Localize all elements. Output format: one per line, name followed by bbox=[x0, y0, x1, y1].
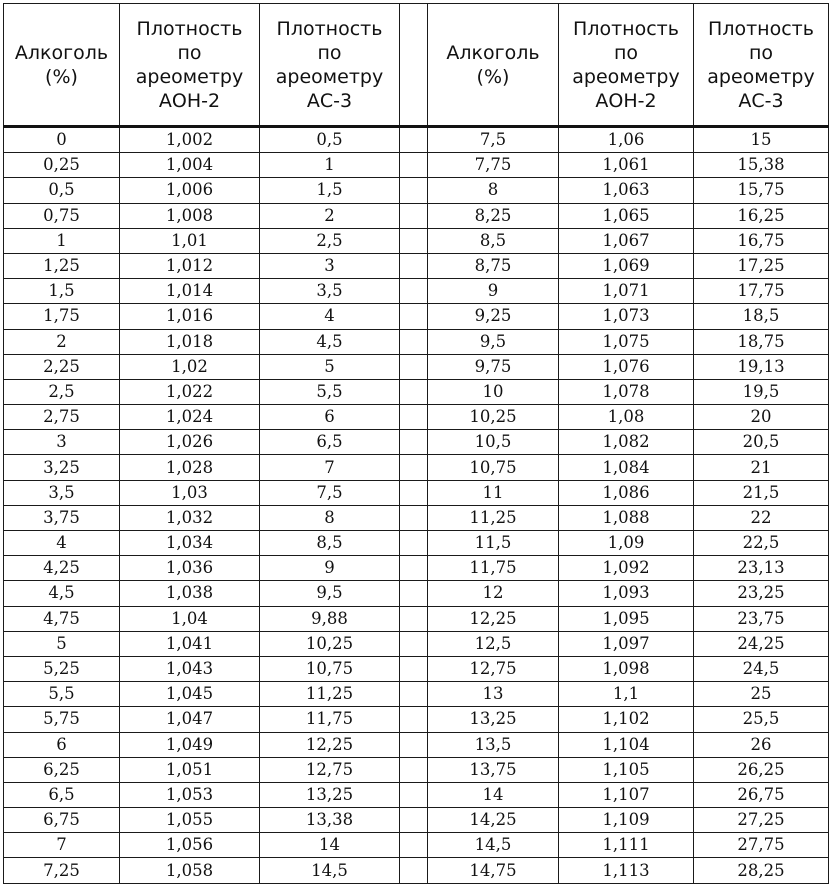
right-ac3-density-cell: 21 bbox=[694, 455, 829, 480]
table-row bbox=[4, 455, 829, 480]
right-aon2-density-cell: 1,098 bbox=[559, 656, 694, 681]
right-ac3-density-cell: 17,25 bbox=[694, 253, 829, 278]
column-spacer bbox=[400, 405, 428, 430]
table-row bbox=[4, 581, 829, 606]
column-spacer bbox=[400, 354, 428, 379]
left-alcohol-cell: 0 bbox=[4, 127, 120, 153]
right-alcohol-cell: 7,5 bbox=[428, 127, 559, 153]
left-alcohol-cell: 4,25 bbox=[4, 556, 120, 581]
left-aon2-density-cell: 1,014 bbox=[120, 279, 260, 304]
alcohol-density-table bbox=[3, 3, 829, 884]
right-ac3-density-cell: 25 bbox=[694, 682, 829, 707]
right-aon2-density-cell: 1,061 bbox=[559, 153, 694, 178]
left-aon2-density-cell: 1,041 bbox=[120, 631, 260, 656]
right-alcohol-cell: 10,25 bbox=[428, 405, 559, 430]
right-alcohol-cell: 11,25 bbox=[428, 505, 559, 530]
left-alcohol-cell: 1,5 bbox=[4, 279, 120, 304]
left-alcohol-cell: 1,25 bbox=[4, 253, 120, 278]
column-spacer bbox=[400, 556, 428, 581]
left-aon2-density-cell: 1,022 bbox=[120, 379, 260, 404]
right-alcohol-cell: 10 bbox=[428, 379, 559, 404]
right-ac3-density-cell: 16,75 bbox=[694, 228, 829, 253]
right-ac3-density-cell: 22 bbox=[694, 505, 829, 530]
left-alcohol-cell: 5,5 bbox=[4, 682, 120, 707]
right-ac3-density-cell: 26,75 bbox=[694, 782, 829, 807]
left-ac3-density-cell: 11,75 bbox=[260, 707, 400, 732]
column-spacer bbox=[400, 505, 428, 530]
left-alcohol-cell: 3,5 bbox=[4, 480, 120, 505]
left-aon2-density-cell: 1,034 bbox=[120, 531, 260, 556]
left-ac3-density-cell: 0,5 bbox=[260, 127, 400, 153]
left-ac3-density-cell: 7 bbox=[260, 455, 400, 480]
left-aon2-density-cell: 1,004 bbox=[120, 153, 260, 178]
right-aon2-density-cell: 1,069 bbox=[559, 253, 694, 278]
left-ac3-density-cell: 3 bbox=[260, 253, 400, 278]
right-aon2-density-cell: 1,097 bbox=[559, 631, 694, 656]
right-alcohol-cell: 13,75 bbox=[428, 757, 559, 782]
right-alcohol-cell: 7,75 bbox=[428, 153, 559, 178]
right-ac3-density-cell: 19,13 bbox=[694, 354, 829, 379]
column-spacer bbox=[400, 379, 428, 404]
right-aon2-density-cell: 1,071 bbox=[559, 279, 694, 304]
table-row bbox=[4, 279, 829, 304]
right-aon2-density-cell: 1,086 bbox=[559, 480, 694, 505]
table-row bbox=[4, 757, 829, 782]
header-ac3-right: Плотность по ареометру АС-3 bbox=[694, 4, 829, 127]
left-ac3-density-cell: 4,5 bbox=[260, 329, 400, 354]
left-ac3-density-cell: 9 bbox=[260, 556, 400, 581]
left-ac3-density-cell: 11,25 bbox=[260, 682, 400, 707]
left-alcohol-cell: 7 bbox=[4, 833, 120, 858]
right-alcohol-cell: 14 bbox=[428, 782, 559, 807]
left-aon2-density-cell: 1,051 bbox=[120, 757, 260, 782]
column-spacer bbox=[400, 757, 428, 782]
left-alcohol-cell: 1,75 bbox=[4, 304, 120, 329]
left-aon2-density-cell: 1,026 bbox=[120, 430, 260, 455]
table-body bbox=[4, 127, 829, 884]
right-alcohol-cell: 9,25 bbox=[428, 304, 559, 329]
left-ac3-density-cell: 2 bbox=[260, 203, 400, 228]
left-aon2-density-cell: 1,04 bbox=[120, 606, 260, 631]
table-row bbox=[4, 203, 829, 228]
left-alcohol-cell: 5 bbox=[4, 631, 120, 656]
left-alcohol-cell: 4 bbox=[4, 531, 120, 556]
table-row bbox=[4, 329, 829, 354]
left-ac3-density-cell: 5 bbox=[260, 354, 400, 379]
column-spacer bbox=[400, 329, 428, 354]
left-alcohol-cell: 5,75 bbox=[4, 707, 120, 732]
left-ac3-density-cell: 3,5 bbox=[260, 279, 400, 304]
table-row bbox=[4, 556, 829, 581]
right-alcohol-cell: 8,75 bbox=[428, 253, 559, 278]
column-spacer bbox=[400, 430, 428, 455]
right-alcohol-cell: 12,75 bbox=[428, 656, 559, 681]
right-ac3-density-cell: 26 bbox=[694, 732, 829, 757]
right-alcohol-cell: 8,25 bbox=[428, 203, 559, 228]
right-ac3-density-cell: 27,25 bbox=[694, 808, 829, 833]
right-alcohol-cell: 8 bbox=[428, 178, 559, 203]
right-alcohol-cell: 10,75 bbox=[428, 455, 559, 480]
left-ac3-density-cell: 13,25 bbox=[260, 782, 400, 807]
left-alcohol-cell: 6,75 bbox=[4, 808, 120, 833]
left-ac3-density-cell: 12,75 bbox=[260, 757, 400, 782]
table-row bbox=[4, 228, 829, 253]
right-ac3-density-cell: 23,75 bbox=[694, 606, 829, 631]
left-ac3-density-cell: 2,5 bbox=[260, 228, 400, 253]
left-aon2-density-cell: 1,024 bbox=[120, 405, 260, 430]
right-aon2-density-cell: 1,084 bbox=[559, 455, 694, 480]
table-row bbox=[4, 606, 829, 631]
left-aon2-density-cell: 1,008 bbox=[120, 203, 260, 228]
right-ac3-density-cell: 20,5 bbox=[694, 430, 829, 455]
left-aon2-density-cell: 1,016 bbox=[120, 304, 260, 329]
left-aon2-density-cell: 1,038 bbox=[120, 581, 260, 606]
left-aon2-density-cell: 1,02 bbox=[120, 354, 260, 379]
left-alcohol-cell: 3 bbox=[4, 430, 120, 455]
left-aon2-density-cell: 1,01 bbox=[120, 228, 260, 253]
table-row bbox=[4, 782, 829, 807]
column-spacer bbox=[400, 253, 428, 278]
left-alcohol-cell: 3,75 bbox=[4, 505, 120, 530]
right-aon2-density-cell: 1,095 bbox=[559, 606, 694, 631]
left-ac3-density-cell: 12,25 bbox=[260, 732, 400, 757]
right-aon2-density-cell: 1,093 bbox=[559, 581, 694, 606]
left-aon2-density-cell: 1,03 bbox=[120, 480, 260, 505]
column-spacer bbox=[400, 4, 428, 127]
right-aon2-density-cell: 1,109 bbox=[559, 808, 694, 833]
left-alcohol-cell: 1 bbox=[4, 228, 120, 253]
left-alcohol-cell: 3,25 bbox=[4, 455, 120, 480]
right-aon2-density-cell: 1,075 bbox=[559, 329, 694, 354]
right-aon2-density-cell: 1,092 bbox=[559, 556, 694, 581]
right-alcohol-cell: 11 bbox=[428, 480, 559, 505]
left-ac3-density-cell: 6,5 bbox=[260, 430, 400, 455]
table-row bbox=[4, 732, 829, 757]
left-ac3-density-cell: 9,88 bbox=[260, 606, 400, 631]
right-ac3-density-cell: 20 bbox=[694, 405, 829, 430]
column-spacer bbox=[400, 732, 428, 757]
right-alcohol-cell: 12,25 bbox=[428, 606, 559, 631]
left-alcohol-cell: 2,5 bbox=[4, 379, 120, 404]
right-alcohol-cell: 8,5 bbox=[428, 228, 559, 253]
right-aon2-density-cell: 1,105 bbox=[559, 757, 694, 782]
column-spacer bbox=[400, 656, 428, 681]
column-spacer bbox=[400, 808, 428, 833]
left-aon2-density-cell: 1,047 bbox=[120, 707, 260, 732]
right-alcohol-cell: 12 bbox=[428, 581, 559, 606]
right-alcohol-cell: 9,75 bbox=[428, 354, 559, 379]
column-spacer bbox=[400, 304, 428, 329]
left-ac3-density-cell: 8 bbox=[260, 505, 400, 530]
table-row bbox=[4, 707, 829, 732]
left-ac3-density-cell: 1 bbox=[260, 153, 400, 178]
right-alcohol-cell: 9,5 bbox=[428, 329, 559, 354]
right-ac3-density-cell: 26,25 bbox=[694, 757, 829, 782]
left-alcohol-cell: 0,75 bbox=[4, 203, 120, 228]
table-row bbox=[4, 178, 829, 203]
column-spacer bbox=[400, 682, 428, 707]
left-ac3-density-cell: 10,75 bbox=[260, 656, 400, 681]
column-spacer bbox=[400, 531, 428, 556]
column-spacer bbox=[400, 858, 428, 883]
header-ac3-left: Плотность по ареометру АС-3 bbox=[260, 4, 400, 127]
table-row bbox=[4, 405, 829, 430]
left-alcohol-cell: 2,75 bbox=[4, 405, 120, 430]
header-alcohol-right: Алкоголь (%) bbox=[428, 4, 559, 127]
left-aon2-density-cell: 1,058 bbox=[120, 858, 260, 883]
right-ac3-density-cell: 19,5 bbox=[694, 379, 829, 404]
right-aon2-density-cell: 1,065 bbox=[559, 203, 694, 228]
left-ac3-density-cell: 4 bbox=[260, 304, 400, 329]
left-aon2-density-cell: 1,055 bbox=[120, 808, 260, 833]
right-ac3-density-cell: 18,5 bbox=[694, 304, 829, 329]
right-alcohol-cell: 10,5 bbox=[428, 430, 559, 455]
left-alcohol-cell: 6 bbox=[4, 732, 120, 757]
right-aon2-density-cell: 1,082 bbox=[559, 430, 694, 455]
header-aon2-right: Плотность по ареометру АОН-2 bbox=[559, 4, 694, 127]
left-alcohol-cell: 5,25 bbox=[4, 656, 120, 681]
left-alcohol-cell: 4,5 bbox=[4, 581, 120, 606]
right-ac3-density-cell: 15,75 bbox=[694, 178, 829, 203]
right-alcohol-cell: 11,5 bbox=[428, 531, 559, 556]
left-ac3-density-cell: 9,5 bbox=[260, 581, 400, 606]
table-row bbox=[4, 808, 829, 833]
column-spacer bbox=[400, 153, 428, 178]
left-aon2-density-cell: 1,045 bbox=[120, 682, 260, 707]
right-ac3-density-cell: 27,75 bbox=[694, 833, 829, 858]
right-alcohol-cell: 13,25 bbox=[428, 707, 559, 732]
column-spacer bbox=[400, 606, 428, 631]
column-spacer bbox=[400, 203, 428, 228]
right-ac3-density-cell: 24,25 bbox=[694, 631, 829, 656]
left-aon2-density-cell: 1,012 bbox=[120, 253, 260, 278]
left-alcohol-cell: 7,25 bbox=[4, 858, 120, 883]
header-aon2-left: Плотность по ареометру АОН-2 bbox=[120, 4, 260, 127]
right-ac3-density-cell: 25,5 bbox=[694, 707, 829, 732]
table-row bbox=[4, 656, 829, 681]
right-ac3-density-cell: 15 bbox=[694, 127, 829, 153]
left-aon2-density-cell: 1,002 bbox=[120, 127, 260, 153]
right-ac3-density-cell: 15,38 bbox=[694, 153, 829, 178]
table-row bbox=[4, 379, 829, 404]
left-alcohol-cell: 2,25 bbox=[4, 354, 120, 379]
left-aon2-density-cell: 1,056 bbox=[120, 833, 260, 858]
left-ac3-density-cell: 7,5 bbox=[260, 480, 400, 505]
right-ac3-density-cell: 23,25 bbox=[694, 581, 829, 606]
table-row bbox=[4, 253, 829, 278]
table-row bbox=[4, 531, 829, 556]
table-row bbox=[4, 682, 829, 707]
header-row bbox=[4, 4, 829, 127]
column-spacer bbox=[400, 631, 428, 656]
right-aon2-density-cell: 1,076 bbox=[559, 354, 694, 379]
right-alcohol-cell: 14,25 bbox=[428, 808, 559, 833]
right-alcohol-cell: 12,5 bbox=[428, 631, 559, 656]
right-alcohol-cell: 14,5 bbox=[428, 833, 559, 858]
left-ac3-density-cell: 6 bbox=[260, 405, 400, 430]
left-ac3-density-cell: 1,5 bbox=[260, 178, 400, 203]
column-spacer bbox=[400, 127, 428, 153]
column-spacer bbox=[400, 707, 428, 732]
right-alcohol-cell: 9 bbox=[428, 279, 559, 304]
table-row bbox=[4, 304, 829, 329]
right-aon2-density-cell: 1,063 bbox=[559, 178, 694, 203]
right-aon2-density-cell: 1,113 bbox=[559, 858, 694, 883]
right-alcohol-cell: 13,5 bbox=[428, 732, 559, 757]
right-aon2-density-cell: 1,078 bbox=[559, 379, 694, 404]
column-spacer bbox=[400, 581, 428, 606]
table-row bbox=[4, 430, 829, 455]
left-aon2-density-cell: 1,018 bbox=[120, 329, 260, 354]
table-row bbox=[4, 153, 829, 178]
right-ac3-density-cell: 18,75 bbox=[694, 329, 829, 354]
left-ac3-density-cell: 10,25 bbox=[260, 631, 400, 656]
right-ac3-density-cell: 24,5 bbox=[694, 656, 829, 681]
right-aon2-density-cell: 1,073 bbox=[559, 304, 694, 329]
right-aon2-density-cell: 1,107 bbox=[559, 782, 694, 807]
left-ac3-density-cell: 5,5 bbox=[260, 379, 400, 404]
left-aon2-density-cell: 1,043 bbox=[120, 656, 260, 681]
left-alcohol-cell: 6,5 bbox=[4, 782, 120, 807]
right-aon2-density-cell: 1,1 bbox=[559, 682, 694, 707]
table-row bbox=[4, 480, 829, 505]
left-aon2-density-cell: 1,032 bbox=[120, 505, 260, 530]
right-ac3-density-cell: 16,25 bbox=[694, 203, 829, 228]
table-row bbox=[4, 127, 829, 153]
right-alcohol-cell: 11,75 bbox=[428, 556, 559, 581]
table-row bbox=[4, 505, 829, 530]
right-aon2-density-cell: 1,09 bbox=[559, 531, 694, 556]
left-ac3-density-cell: 13,38 bbox=[260, 808, 400, 833]
column-spacer bbox=[400, 178, 428, 203]
left-alcohol-cell: 6,25 bbox=[4, 757, 120, 782]
right-ac3-density-cell: 22,5 bbox=[694, 531, 829, 556]
left-ac3-density-cell: 8,5 bbox=[260, 531, 400, 556]
column-spacer bbox=[400, 228, 428, 253]
right-ac3-density-cell: 28,25 bbox=[694, 858, 829, 883]
right-aon2-density-cell: 1,06 bbox=[559, 127, 694, 153]
right-ac3-density-cell: 21,5 bbox=[694, 480, 829, 505]
table-row bbox=[4, 354, 829, 379]
column-spacer bbox=[400, 782, 428, 807]
table-row bbox=[4, 833, 829, 858]
table-row bbox=[4, 858, 829, 883]
right-ac3-density-cell: 23,13 bbox=[694, 556, 829, 581]
right-aon2-density-cell: 1,088 bbox=[559, 505, 694, 530]
right-aon2-density-cell: 1,111 bbox=[559, 833, 694, 858]
right-aon2-density-cell: 1,104 bbox=[559, 732, 694, 757]
column-spacer bbox=[400, 279, 428, 304]
column-spacer bbox=[400, 833, 428, 858]
left-aon2-density-cell: 1,049 bbox=[120, 732, 260, 757]
right-aon2-density-cell: 1,067 bbox=[559, 228, 694, 253]
right-ac3-density-cell: 17,75 bbox=[694, 279, 829, 304]
right-alcohol-cell: 14,75 bbox=[428, 858, 559, 883]
column-spacer bbox=[400, 480, 428, 505]
left-alcohol-cell: 0,5 bbox=[4, 178, 120, 203]
left-aon2-density-cell: 1,028 bbox=[120, 455, 260, 480]
left-alcohol-cell: 4,75 bbox=[4, 606, 120, 631]
left-alcohol-cell: 2 bbox=[4, 329, 120, 354]
left-aon2-density-cell: 1,036 bbox=[120, 556, 260, 581]
left-ac3-density-cell: 14,5 bbox=[260, 858, 400, 883]
right-alcohol-cell: 13 bbox=[428, 682, 559, 707]
right-aon2-density-cell: 1,08 bbox=[559, 405, 694, 430]
left-aon2-density-cell: 1,053 bbox=[120, 782, 260, 807]
table-row bbox=[4, 631, 829, 656]
left-ac3-density-cell: 14 bbox=[260, 833, 400, 858]
left-aon2-density-cell: 1,006 bbox=[120, 178, 260, 203]
left-alcohol-cell: 0,25 bbox=[4, 153, 120, 178]
right-aon2-density-cell: 1,102 bbox=[559, 707, 694, 732]
header-alcohol-left: Алкоголь (%) bbox=[4, 4, 120, 127]
column-spacer bbox=[400, 455, 428, 480]
